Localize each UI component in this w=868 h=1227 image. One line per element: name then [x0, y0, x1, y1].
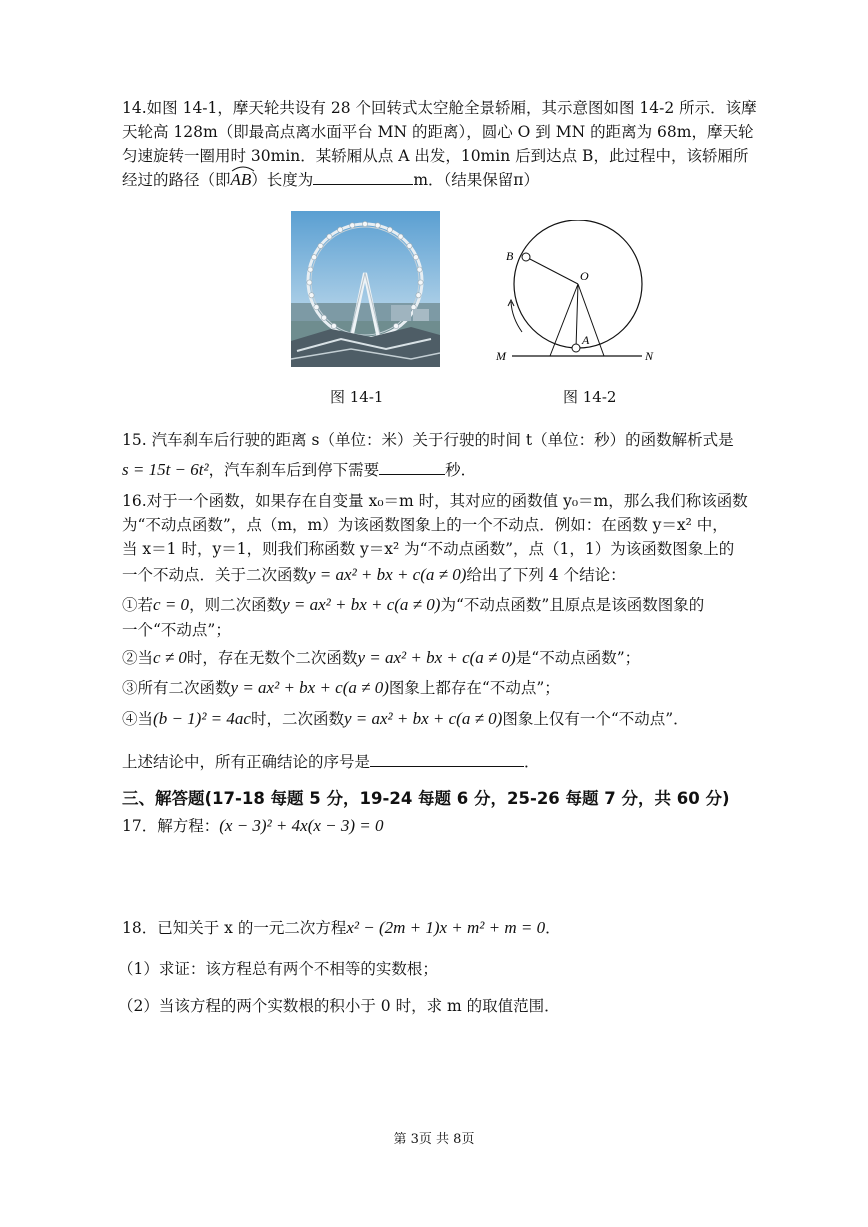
ferris-wheel-diagram — [492, 220, 662, 370]
conclusion-4-post: 图象上仅有一个“不动点”． — [502, 710, 689, 728]
conclusion-1-pre: 若 — [137, 596, 154, 614]
arc-ab — [231, 168, 252, 192]
conclusion-4-pre: 当 — [137, 710, 154, 728]
conclusion-2-mid: 时，存在无数个二次函数 — [186, 649, 358, 667]
q15-line-2-post: ，汽车刹车后到停下需要 — [208, 461, 380, 479]
point-a-cabin — [572, 344, 580, 352]
q15-answer-blank[interactable] — [379, 458, 445, 475]
ferris-wheel-photo — [291, 211, 440, 367]
q16-line-4 — [122, 563, 626, 587]
arc-ab-label: AB — [230, 170, 252, 189]
section-3-heading: 三、解答题(17-18 每题 5 分，19-24 每题 6 分，25-26 每题 7 分，共 60 分) — [122, 789, 730, 808]
q14-line-3: 匀速旋转一圈用时 30min．某轿厢从点 A 出发，10min 后到达点 B，此过程中，该轿厢所 — [122, 147, 749, 165]
conclusion-1-condition: c = 0 — [153, 595, 190, 614]
conclusion-1-post: 为“不动点函数”且原点是该函数图象的 — [440, 596, 705, 614]
q17-equation: (x − 3)² + 4x(x − 3) = 0 — [219, 816, 384, 835]
label-o: O — [580, 269, 589, 283]
q17-label: 17．解方程： — [122, 817, 220, 835]
rotation-arrow — [511, 302, 522, 332]
q16-line-1: 16.对于一个函数，如果存在自变量 x₀＝m 时，其对应的函数值 y₀＝m，那么我们称该函数 — [122, 492, 748, 510]
conclusion-3-number: ③ — [122, 679, 138, 697]
radius-ob — [526, 257, 578, 284]
q15-line-2 — [122, 458, 476, 482]
q14-line-4-pre: 经过的路径（即 — [122, 171, 231, 189]
conclusion-2-post: 是“不动点函数”； — [515, 649, 641, 667]
q14-line-1: 14.如图 14-1，摩天轮共设有 28 个回转式太空舱全景轿厢，其示意图如图 14-2 所示．该摩 — [122, 99, 757, 117]
conclusion-1-number: ① — [122, 596, 138, 614]
q16-line-4-pre: 一个不动点．关于二次函数 — [122, 566, 309, 584]
conclusion-2-condition: c ≠ 0 — [153, 648, 187, 667]
q18-pre: 18．已知关于 x 的一元二次方程 — [122, 919, 347, 937]
q16-answer-line — [122, 750, 540, 774]
label-m: M — [496, 349, 506, 363]
q16-quadratic: y = ax² + bx + c(a ≠ 0) — [308, 565, 467, 584]
q16-line-3: 当 x＝1 时，y＝1，则我们称函数 y＝x² 为“不动点函数”，点（1，1）为该函数图象上的 — [122, 540, 735, 558]
q16-conclusion-2 — [122, 646, 640, 670]
q15-line-1: 15. 汽车刹车后行驶的距离 s（单位：米）关于行驶的时间 t（单位：秒）的函数解析式是 — [122, 431, 734, 449]
q16-conclusion-4 — [122, 707, 689, 731]
label-a: A — [582, 333, 590, 347]
q15-line-2-end: 秒． — [445, 461, 477, 479]
radius-oa — [576, 284, 578, 348]
conclusion-4-number: ④ — [122, 710, 138, 728]
q18-part-1: （1）求证：该方程总有两个不相等的实数根； — [118, 960, 438, 978]
q14-line-4 — [122, 168, 539, 192]
figure-14-2-caption: 图 14-2 — [563, 388, 617, 406]
q14-line-4-mid: ）长度为 — [251, 171, 314, 189]
q16-line-2: 为“不动点函数”，点（m，m）为该函数图象上的一个不动点．例如：在函数 y＝x² 中， — [122, 516, 728, 534]
ferris-wheel-illustration — [291, 211, 440, 367]
figure-14-1-caption: 图 14-1 — [330, 388, 384, 406]
q18-equation: x² − (2m + 1)x + m² + m = 0 — [346, 918, 546, 937]
conclusion-4-condition: (b − 1)² = 4ac — [153, 709, 251, 728]
q18-line — [122, 916, 561, 940]
q16-conclusion-1 — [122, 593, 704, 617]
conclusion-2-quadratic: y = ax² + bx + c(a ≠ 0) — [357, 648, 516, 667]
q14-answer-blank[interactable] — [313, 168, 413, 185]
conclusion-1-mid: ，则二次函数 — [189, 596, 283, 614]
arc-symbol-icon — [231, 164, 255, 172]
q16-answer-prompt: 上述结论中，所有正确结论的序号是 — [122, 753, 371, 771]
q17-line — [122, 814, 384, 838]
conclusion-2-pre: 当 — [137, 649, 154, 667]
q14-line-2: 天轮高 128m（即最高点离水面平台 MN 的距离），圆心 O 到 MN 的距离为 68m，摩天轮 — [122, 123, 754, 141]
q18-end: ． — [545, 919, 561, 937]
q16-answer-blank[interactable] — [370, 750, 524, 767]
conclusion-3-post: 图象上都存在“不动点”； — [388, 679, 560, 697]
conclusion-4-quadratic: y = ax² + bx + c(a ≠ 0) — [343, 709, 503, 728]
conclusion-3-quadratic: y = ax² + bx + c(a ≠ 0) — [230, 678, 389, 697]
q18-part-2: （2）当该方程的两个实数根的积小于 0 时，求 m 的取值范围． — [118, 997, 560, 1015]
q14-line-4-post: m．（结果保留π） — [413, 171, 539, 189]
page-footer: 第 3页 共 8页 — [393, 1132, 475, 1147]
q16-conclusion-3 — [122, 676, 560, 700]
conclusion-4-mid: 时，二次函数 — [250, 710, 344, 728]
label-b: B — [506, 249, 514, 263]
conclusion-3-pre: 所有二次函数 — [137, 679, 231, 697]
q15-formula: s = 15t − 6t² — [122, 460, 209, 479]
label-n: N — [645, 349, 654, 363]
point-b-cabin — [522, 253, 530, 261]
q16-conclusion-1-line-2: 一个“不动点”； — [122, 621, 231, 639]
conclusion-2-number: ② — [122, 649, 138, 667]
q16-line-4-post: 给出了下列 4 个结论： — [466, 566, 626, 584]
conclusion-1-quadratic: y = ax² + bx + c(a ≠ 0) — [282, 595, 441, 614]
q16-answer-end: ． — [524, 753, 540, 771]
